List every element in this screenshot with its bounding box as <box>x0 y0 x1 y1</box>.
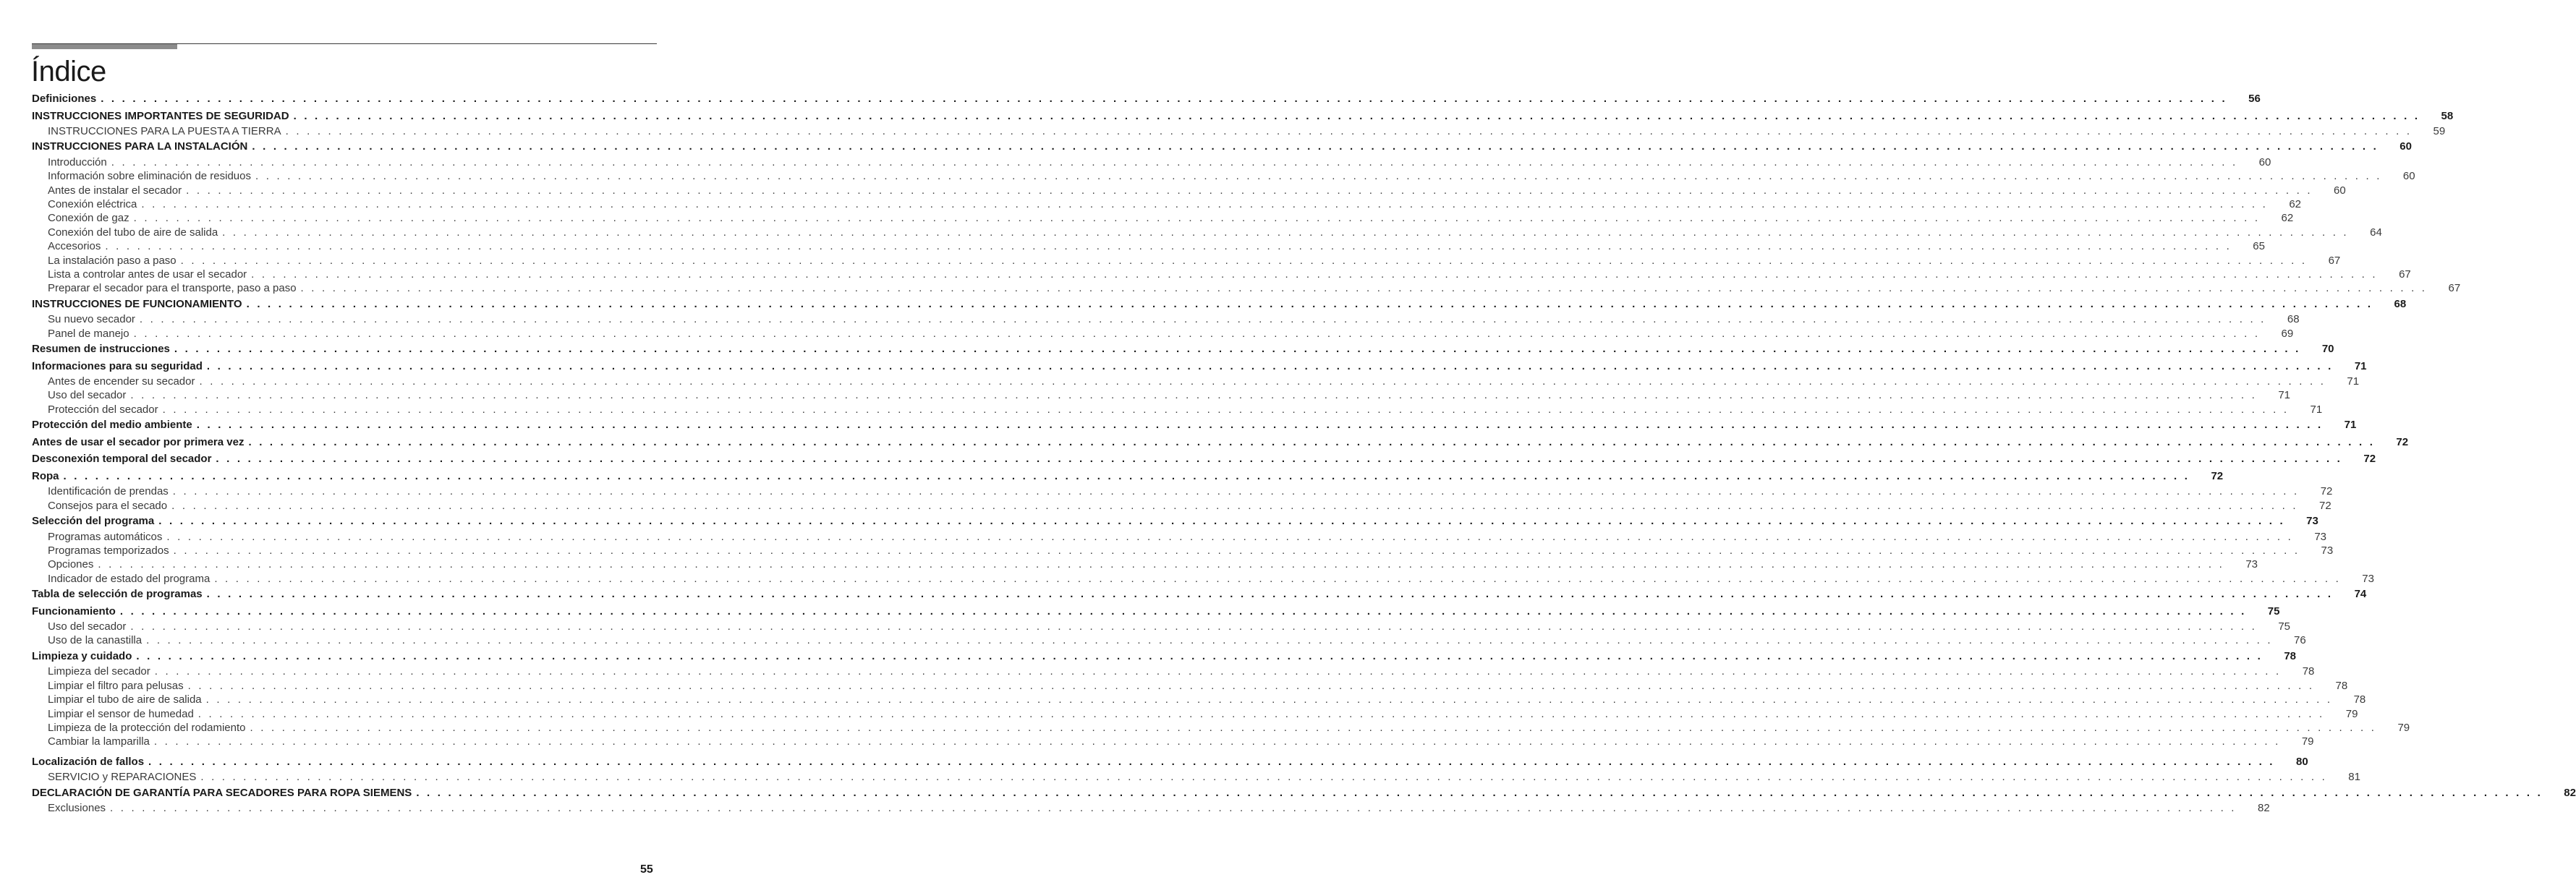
toc-dot-leader: . . . . . . . . . . . . . . . . . . . . . . . . . . . . . . . . . . . . . . . . . . . . . . . . . . . . . . . . . . . . . . . . . . . . . . . . . . . . . . . . . . . . . . . . . . . . . . . . . . . . . . . . . . . . . . . . . . . . . . . . . . . . . . . . . . . . . . . . . . . . . . . . . . . . . . . . . . . . . . . . . . . . . . . . . . . . . . . . . . . . . . . . . . . . . . . . . . . . . . . . <box>63 469 2190 482</box>
toc-entry-page: 72 <box>2320 485 2333 498</box>
toc-subentry[interactable] <box>32 226 2382 239</box>
toc-entry[interactable] <box>32 450 2376 468</box>
toc-entry-label: Conexión de gaz <box>48 212 129 225</box>
toc-entry[interactable] <box>32 358 2367 375</box>
toc-entry-label: Cambiar la lamparilla <box>48 735 150 748</box>
toc-entry-label: Uso de la canastilla <box>48 634 143 647</box>
toc-entry-label: INSTRUCCIONES PARA LA PUESTA A TIERRA <box>48 125 281 137</box>
toc-dot-leader: . . . . . . . . . . . . . . . . . . . . . . . . . . . . . . . . . . . . . . . . . . . . . . . . . . . . . . . . . . . . . . . . . . . . . . . . . . . . . . . . . . . . . . . . . . . . . . . . . . . . . . . . . . . . . . . . . . . . . . . . . . . . . . . . . . . . . . . . . . . . . . . . . . . . . . . . . . . . . . . . . . . . . . . . . . . . . . . . . . . . . . . . . . . . . . . . . . . . . . . . <box>255 170 2382 183</box>
toc-entry-page: 79 <box>2345 707 2358 720</box>
toc-entry-label: Limpiar el tubo de aire de salida <box>48 693 202 706</box>
toc-subentry[interactable] <box>32 239 2265 253</box>
toc-entry-page: 78 <box>2353 693 2366 706</box>
toc-entry-label: Programas automáticos <box>48 530 163 543</box>
toc-dot-leader: . . . . . . . . . . . . . . . . . . . . . . . . . . . . . . . . . . . . . . . . . . . . . . . . . . . . . . . . . . . . . . . . . . . . . . . . . . . . . . . . . . . . . . . . . . . . . . . . . . . . . . . . . . . . . . . . . . . . . . . . . . . . . . . . . . . . . . . . . . . . . . . . . . . . . . . . . . . . . . . . . . . . . . . . . . . . . . . . . . . . . . . . . . . . . . . . . . . . . . . . <box>252 140 2379 153</box>
toc-entry-page: 74 <box>2354 588 2367 601</box>
toc-entry-page: 73 <box>2321 544 2334 557</box>
toc-dot-leader: . . . . . . . . . . . . . . . . . . . . . . . . . . . . . . . . . . . . . . . . . . . . . . . . . . . . . . . . . . . . . . . . . . . . . . . . . . . . . . . . . . . . . . . . . . . . . . . . . . . . . . . . . . . . . . . . . . . . . . . . . . . . . . . . . . . . . . . . . . . . . . . . . . . . . . . . . . . . . . . . . . . . . . . . . . . . . . . . . . . . . . . . . . . . . . . . . . . . . . . . <box>133 327 2261 340</box>
toc-entry-page: 67 <box>2399 268 2411 281</box>
toc-entry-label: Lista a controlar antes de usar el secador <box>48 268 247 281</box>
toc-entry-label: Limpieza de la protección del rodamiento <box>48 721 246 734</box>
toc-entry-label: SERVICIO y REPARACIONES <box>48 771 197 784</box>
toc-dot-leader: . . . . . . . . . . . . . . . . . . . . . . . . . . . . . . . . . . . . . . . . . . . . . . . . . . . . . . . . . . . . . . . . . . . . . . . . . . . . . . . . . . . . . . . . . . . . . . . . . . . . . . . . . . . . . . . . . . . . . . . . . . . . . . . . . . . . . . . . . . . . . . . . . . . . . . . . . . . . . . . . . . . . . . . . . . . . . . . . . . . . . . . . . . . . . . . . . . . . . . . . <box>293 109 2420 122</box>
toc-entry-label: DECLARACIÓN DE GARANTÍA PARA SECADORES PARA ROPA SIEMENS <box>32 786 412 799</box>
toc-entry-page: 68 <box>2287 313 2300 326</box>
toc-entry-label: Desconexión temporal del secador <box>32 453 212 466</box>
toc-subentry[interactable] <box>32 572 2374 586</box>
toc-dot-leader: . . . . . . . . . . . . . . . . . . . . . . . . . . . . . . . . . . . . . . . . . . . . . . . . . . . . . . . . . . . . . . . . . . . . . . . . . . . . . . . . . . . . . . . . . . . . . . . . . . . . . . . . . . . . . . . . . . . . . . . . . . . . . . . . . . . . . . . . . . . . . . . . . . . . . . . . . . . . . . . . . . . . . . . . . . . . . . . . . . . . . . . . . . . . . . . . . . . . . . . . <box>205 693 2333 706</box>
toc-entry-label: Accesorios <box>48 240 101 253</box>
toc-entry-label: Protección del secador <box>48 403 158 416</box>
toc-entry-page: 62 <box>2281 212 2294 225</box>
toc-subentry[interactable] <box>32 735 2314 748</box>
toc-subentry[interactable] <box>32 665 2315 678</box>
toc-entry-page: 82 <box>2564 786 2576 799</box>
toc-entry[interactable] <box>32 513 2318 530</box>
toc-entry-page: 81 <box>2348 771 2360 784</box>
toc-entry[interactable] <box>32 341 2334 358</box>
toc-subentry[interactable] <box>32 530 2327 544</box>
toc-entry-label: Antes de usar el secador por primera vez <box>32 435 245 448</box>
toc-entry[interactable] <box>32 108 2454 125</box>
toc-dot-leader: . . . . . . . . . . . . . . . . . . . . . . . . . . . . . . . . . . . . . . . . . . . . . . . . . . . . . . . . . . . . . . . . . . . . . . . . . . . . . . . . . . . . . . . . . . . . . . . . . . . . . . . . . . . . . . . . . . . . . . . . . . . . . . . . . . . . . . . . . . . . . . . . . . . . . . . . . . . . . . . . . . . . . . . . . . . . . . . . . . . . . . . . . . . . . . . . . . . . . . . . <box>214 572 2341 585</box>
toc-entry[interactable] <box>32 753 2308 771</box>
toc-subentry[interactable] <box>32 327 2294 341</box>
toc-subentry[interactable] <box>32 268 2411 281</box>
toc-subentry[interactable] <box>32 633 2306 647</box>
toc-subentry[interactable] <box>32 184 2346 197</box>
toc-entry[interactable] <box>32 603 2280 620</box>
toc-subentry[interactable] <box>32 388 2291 402</box>
toc-entry-label: Consejos para el secado <box>48 499 168 512</box>
toc-entry-page: 67 <box>2448 282 2461 295</box>
toc-entry-label: Protección del medio ambiente <box>32 419 192 432</box>
toc-subentry[interactable] <box>32 770 2360 784</box>
toc-entry-page: 73 <box>2245 558 2258 571</box>
toc-entry-page: 75 <box>2267 604 2280 618</box>
toc-dot-leader: . . . . . . . . . . . . . . . . . . . . . . . . . . . . . . . . . . . . . . . . . . . . . . . . . . . . . . . . . . . . . . . . . . . . . . . . . . . . . . . . . . . . . . . . . . . . . . . . . . . . . . . . . . . . . . . . . . . . . . . . . . . . . . . . . . . . . . . . . . . . . . . . . . . . . . . . . . . . . . . . . . . . . . . . . . . . . . . . . . . . . . . . . . . . . . . . . . . . . . . . <box>139 313 2266 326</box>
toc-dot-leader: . . . . . . . . . . . . . . . . . . . . . . . . . . . . . . . . . . . . . . . . . . . . . . . . . . . . . . . . . . . . . . . . . . . . . . . . . . . . . . . . . . . . . . . . . . . . . . . . . . . . . . . . . . . . . . . . . . . . . . . . . . . . . . . . . . . . . . . . . . . . . . . . . . . . . . . . . . . . . . . . . . . . . . . . . . . . . . . . . . . . . . . . . . . . . . . . . . . . . . . . <box>172 485 2300 498</box>
toc-subentry[interactable] <box>32 124 2446 138</box>
toc-subentry[interactable] <box>32 375 2360 388</box>
toc-entry-label: Resumen de instrucciones <box>32 343 170 356</box>
toc-entry[interactable] <box>32 648 2296 665</box>
toc-dot-leader: . . . . . . . . . . . . . . . . . . . . . . . . . . . . . . . . . . . . . . . . . . . . . . . . . . . . . . . . . . . . . . . . . . . . . . . . . . . . . . . . . . . . . . . . . . . . . . . . . . . . . . . . . . . . . . . . . . . . . . . . . . . . . . . . . . . . . . . . . . . . . . . . . . . . . . . . . . . . . . . . . . . . . . . . . . . . . . . . . . . . . . . . . . . . . . . . . . . . . . . . <box>251 268 2378 281</box>
toc-dot-leader: . . . . . . . . . . . . . . . . . . . . . . . . . . . . . . . . . . . . . . . . . . . . . . . . . . . . . . . . . . . . . . . . . . . . . . . . . . . . . . . . . . . . . . . . . . . . . . . . . . . . . . . . . . . . . . . . . . . . . . . . . . . . . . . . . . . . . . . . . . . . . . . . . . . . . . . . . . . . . . . . . . . . . . . . . . . . . . . . . . . . . . . . . . . . . . . . . . . . . . . . <box>136 649 2263 662</box>
toc-entry-page: 82 <box>2257 802 2270 815</box>
toc-dot-leader: . . . . . . . . . . . . . . . . . . . . . . . . . . . . . . . . . . . . . . . . . . . . . . . . . . . . . . . . . . . . . . . . . . . . . . . . . . . . . . . . . . . . . . . . . . . . . . . . . . . . . . . . . . . . . . . . . . . . . . . . . . . . . . . . . . . . . . . . . . . . . . . . . . . . . . . . . . . . . . . . . . . . . . . . . . . . . . . . . . . . . . . . . . . . . . . . . . . . . . . . <box>148 755 2275 768</box>
page-number: 55 <box>640 863 653 876</box>
toc-dot-leader: . . . . . . . . . . . . . . . . . . . . . . . . . . . . . . . . . . . . . . . . . . . . . . . . . . . . . . . . . . . . . . . . . . . . . . . . . . . . . . . . . . . . . . . . . . . . . . . . . . . . . . . . . . . . . . . . . . . . . . . . . . . . . . . . . . . . . . . . . . . . . . . . . . . . . . . . . . . . . . . . . . . . . . . . . . . . . . . . . . . . . . . . . . . . . . . . . . . . . . . . <box>119 604 2247 618</box>
toc-entry-page: 68 <box>2394 297 2407 310</box>
toc-entry-label: Conexión eléctrica <box>48 198 137 211</box>
toc-entry-page: 71 <box>2278 389 2291 402</box>
toc-dot-leader: . . . . . . . . . . . . . . . . . . . . . . . . . . . . . . . . . . . . . . . . . . . . . . . . . . . . . . . . . . . . . . . . . . . . . . . . . . . . . . . . . . . . . . . . . . . . . . . . . . . . . . . . . . . . . . . . . . . . . . . . . . . . . . . . . . . . . . . . . . . . . . . . . . . . . . . . . . . . . . . . . . . . . . . . . . . . . . . . . . . . . . . . . . . . . . . . . . . . . . . . <box>206 359 2334 372</box>
toc-subentry[interactable] <box>32 281 2461 295</box>
toc-dot-leader: . . . . . . . . . . . . . . . . . . . . . . . . . . . . . . . . . . . . . . . . . . . . . . . . . . . . . . . . . . . . . . . . . . . . . . . . . . . . . . . . . . . . . . . . . . . . . . . . . . . . . . . . . . . . . . . . . . . . . . . . . . . . . . . . . . . . . . . . . . . . . . . . . . . . . . . . . . . . . . . . . . . . . . . . . . . . . . . . . . . . . . . . . . . . . . . . . . . . . . . . <box>416 786 2543 799</box>
toc-dot-leader: . . . . . . . . . . . . . . . . . . . . . . . . . . . . . . . . . . . . . . . . . . . . . . . . . . . . . . . . . . . . . . . . . . . . . . . . . . . . . . . . . . . . . . . . . . . . . . . . . . . . . . . . . . . . . . . . . . . . . . . . . . . . . . . . . . . . . . . . . . . . . . . . . . . . . . . . . . . . . . . . . . . . . . . . . . . . . . . . . . . . . . . . . . . . . . . . . . . . . . . . <box>105 240 2232 253</box>
toc-entry[interactable] <box>32 296 2407 313</box>
toc-dot-leader: . . . . . . . . . . . . . . . . . . . . . . . . . . . . . . . . . . . . . . . . . . . . . . . . . . . . . . . . . . . . . . . . . . . . . . . . . . . . . . . . . . . . . . . . . . . . . . . . . . . . . . . . . . . . . . . . . . . . . . . . . . . . . . . . . . . . . . . . . . . . . . . . . . . . . . . . . . . . . . . . . . . . . . . . . . . . . . . . . . . . . . . . . . . . . . . . . . . . . . . . <box>141 198 2269 211</box>
toc-entry-label: La instalación paso a paso <box>48 254 177 267</box>
toc-entry-label: Limpieza del secador <box>48 665 150 678</box>
toc-entry-page: 73 <box>2362 572 2374 585</box>
toc-dot-leader: . . . . . . . . . . . . . . . . . . . . . . . . . . . . . . . . . . . . . . . . . . . . . . . . . . . . . . . . . . . . . . . . . . . . . . . . . . . . . . . . . . . . . . . . . . . . . . . . . . . . . . . . . . . . . . . . . . . . . . . . . . . . . . . . . . . . . . . . . . . . . . . . . . . . . . . . . . . . . . . . . . . . . . . . . . . . . . . . . . . . . . . . . . . . . . . . . . . . . . . . <box>166 530 2294 543</box>
toc-subentry[interactable] <box>32 801 2270 815</box>
toc-entry-label: Información sobre eliminación de residuos <box>48 170 251 183</box>
toc-entry[interactable] <box>32 416 2357 434</box>
toc-dot-leader: . . . . . . . . . . . . . . . . . . . . . . . . . . . . . . . . . . . . . . . . . . . . . . . . . . . . . . . . . . . . . . . . . . . . . . . . . . . . . . . . . . . . . . . . . . . . . . . . . . . . . . . . . . . . . . . . . . . . . . . . . . . . . . . . . . . . . . . . . . . . . . . . . . . . . . . . . . . . . . . . . . . . . . . . . . . . . . . . . . . . . . . . . . . . . . . . . . . . . . . . <box>101 93 2227 105</box>
toc-entry-label: Conexión del tubo de aire de salida <box>48 226 218 239</box>
toc-dot-leader: . . . . . . . . . . . . . . . . . . . . . . . . . . . . . . . . . . . . . . . . . . . . . . . . . . . . . . . . . . . . . . . . . . . . . . . . . . . . . . . . . . . . . . . . . . . . . . . . . . . . . . . . . . . . . . . . . . . . . . . . . . . . . . . . . . . . . . . . . . . . . . . . . . . . . . . . . . . . . . . . . . . . . . . . . . . . . . . . . . . . . . . . . . . . . . . . . . . . . . . . <box>199 375 2326 388</box>
toc-entry[interactable] <box>32 434 2409 451</box>
toc-entry-page: 71 <box>2354 359 2367 372</box>
toc-entry-label: Exclusiones <box>48 802 106 815</box>
toc-dot-leader: . . . . . . . . . . . . . . . . . . . . . . . . . . . . . . . . . . . . . . . . . . . . . . . . . . . . . . . . . . . . . . . . . . . . . . . . . . . . . . . . . . . . . . . . . . . . . . . . . . . . . . . . . . . . . . . . . . . . . . . . . . . . . . . . . . . . . . . . . . . . . . . . . . . . . . . . . . . . . . . . . . . . . . . . . . . . . . . . . . . . . . . . . . . . . . . . . . . . . . . . <box>206 588 2334 601</box>
toc-entry-page: 72 <box>2396 435 2409 448</box>
toc-entry-page: 79 <box>2301 735 2314 748</box>
toc-entry-page: 78 <box>2284 649 2296 662</box>
toc-entry-label: Uso del secador <box>48 389 127 402</box>
toc-dot-leader: . . . . . . . . . . . . . . . . . . . . . . . . . . . . . . . . . . . . . . . . . . . . . . . . . . . . . . . . . . . . . . . . . . . . . . . . . . . . . . . . . . . . . . . . . . . . . . . . . . . . . . . . . . . . . . . . . . . . . . . . . . . . . . . . . . . . . . . . . . . . . . . . . . . . . . . . . . . . . . . . . . . . . . . . . . . . . . . . . . . . . . . . . . . . . . . . . . . . . . . . <box>197 707 2325 720</box>
toc-entry-label: INSTRUCCIONES DE FUNCIONAMIENTO <box>32 297 242 310</box>
toc-dot-leader: . . . . . . . . . . . . . . . . . . . . . . . . . . . . . . . . . . . . . . . . . . . . . . . . . . . . . . . . . . . . . . . . . . . . . . . . . . . . . . . . . . . . . . . . . . . . . . . . . . . . . . . . . . . . . . . . . . . . . . . . . . . . . . . . . . . . . . . . . . . . . . . . . . . . . . . . . . . . . . . . . . . . . . . . . . . . . . . . . . . . . . . . . . . . . . . . . . . . . . . . <box>130 620 2258 633</box>
toc-subentry[interactable] <box>32 484 2333 498</box>
toc-entry-page: 76 <box>2294 634 2306 647</box>
toc-subentry[interactable] <box>32 254 2341 268</box>
toc-entry-label: Introducción <box>48 155 107 168</box>
toc-dot-leader: . . . . . . . . . . . . . . . . . . . . . . . . . . . . . . . . . . . . . . . . . . . . . . . . . . . . . . . . . . . . . . . . . . . . . . . . . . . . . . . . . . . . . . . . . . . . . . . . . . . . . . . . . . . . . . . . . . . . . . . . . . . . . . . . . . . . . . . . . . . . . . . . . . . . . . . . . . . . . . . . . . . . . . . . . . . . . . . . . . . . . . . . . . . . . . . . . . . . . . . . <box>216 453 2343 466</box>
toc-entry-label: Uso del secador <box>48 620 127 633</box>
toc-entry-page: 80 <box>2295 755 2308 768</box>
toc-entry-label: Ropa <box>32 469 59 482</box>
toc-entry-label: Su nuevo secador <box>48 313 135 326</box>
toc-subentry[interactable] <box>32 312 2300 326</box>
toc-subentry[interactable] <box>32 169 2415 183</box>
toc-dot-leader: . . . . . . . . . . . . . . . . . . . . . . . . . . . . . . . . . . . . . . . . . . . . . . . . . . . . . . . . . . . . . . . . . . . . . . . . . . . . . . . . . . . . . . . . . . . . . . . . . . . . . . . . . . . . . . . . . . . . . . . . . . . . . . . . . . . . . . . . . . . . . . . . . . . . . . . . . . . . . . . . . . . . . . . . . . . . . . . . . . . . . . . . . . . . . . . . . . . . . . . . <box>110 802 2237 815</box>
toc-subentry[interactable] <box>32 197 2302 211</box>
toc-entry-page: 60 <box>2334 184 2346 197</box>
toc-entry-page: 71 <box>2344 419 2357 432</box>
toc-dot-leader: . . . . . . . . . . . . . . . . . . . . . . . . . . . . . . . . . . . . . . . . . . . . . . . . . . . . . . . . . . . . . . . . . . . . . . . . . . . . . . . . . . . . . . . . . . . . . . . . . . . . . . . . . . . . . . . . . . . . . . . . . . . . . . . . . . . . . . . . . . . . . . . . . . . . . . . . . . . . . . . . . . . . . . . . . . . . . . . . . . . . . . . . . . . . . . . . . . . . . . . . <box>180 254 2308 267</box>
toc-subentry[interactable] <box>32 693 2366 706</box>
toc-entry-page: 62 <box>2289 198 2302 211</box>
toc-entry-label: Preparar el secador para el transporte, paso a paso <box>48 282 297 295</box>
toc-dot-leader: . . . . . . . . . . . . . . . . . . . . . . . . . . . . . . . . . . . . . . . . . . . . . . . . . . . . . . . . . . . . . . . . . . . . . . . . . . . . . . . . . . . . . . . . . . . . . . . . . . . . . . . . . . . . . . . . . . . . . . . . . . . . . . . . . . . . . . . . . . . . . . . . . . . . . . . . . . . . . . . . . . . . . . . . . . . . . . . . . . . . . . . . . . . . . . . . . . . . . . . . <box>158 515 2285 528</box>
toc-entry-page: 70 <box>2321 343 2334 356</box>
toc-entry-page: 64 <box>2370 226 2382 239</box>
toc-entry-label: Limpiar el sensor de humedad <box>48 707 194 720</box>
toc-dot-leader: . . . . . . . . . . . . . . . . . . . . . . . . . . . . . . . . . . . . . . . . . . . . . . . . . . . . . . . . . . . . . . . . . . . . . . . . . . . . . . . . . . . . . . . . . . . . . . . . . . . . . . . . . . . . . . . . . . . . . . . . . . . . . . . . . . . . . . . . . . . . . . . . . . . . . . . . . . . . . . . . . . . . . . . . . . . . . . . . . . . . . . . . . . . . . . . . . . . . . . . . <box>300 282 2428 295</box>
toc-entry-label: Panel de manejo <box>48 327 129 340</box>
toc-dot-leader: . . . . . . . . . . . . . . . . . . . . . . . . . . . . . . . . . . . . . . . . . . . . . . . . . . . . . . . . . . . . . . . . . . . . . . . . . . . . . . . . . . . . . . . . . . . . . . . . . . . . . . . . . . . . . . . . . . . . . . . . . . . . . . . . . . . . . . . . . . . . . . . . . . . . . . . . . . . . . . . . . . . . . . . . . . . . . . . . . . . . . . . . . . . . . . . . . . . . . . . . <box>133 212 2261 225</box>
toc-subentry[interactable] <box>32 557 2258 571</box>
toc-subentry[interactable] <box>32 155 2271 169</box>
table-of-contents <box>32 90 2576 816</box>
toc-entry-page: 78 <box>2335 679 2348 692</box>
toc-entry-label: Definiciones <box>32 93 97 105</box>
toc-subentry[interactable] <box>32 707 2358 721</box>
toc-entry-label: Tabla de selección de programas <box>32 588 203 601</box>
toc-entry-label: Antes de instalar el secador <box>48 184 182 197</box>
toc-dot-leader: . . . . . . . . . . . . . . . . . . . . . . . . . . . . . . . . . . . . . . . . . . . . . . . . . . . . . . . . . . . . . . . . . . . . . . . . . . . . . . . . . . . . . . . . . . . . . . . . . . . . . . . . . . . . . . . . . . . . . . . . . . . . . . . . . . . . . . . . . . . . . . . . . . . . . . . . . . . . . . . . . . . . . . . . . . . . . . . . . . . . . . . . . . . . . . . . . . . . . . . . <box>153 735 2281 748</box>
toc-entry-page: 73 <box>2306 515 2318 528</box>
toc-dot-leader: . . . . . . . . . . . . . . . . . . . . . . . . . . . . . . . . . . . . . . . . . . . . . . . . . . . . . . . . . . . . . . . . . . . . . . . . . . . . . . . . . . . . . . . . . . . . . . . . . . . . . . . . . . . . . . . . . . . . . . . . . . . . . . . . . . . . . . . . . . . . . . . . . . . . . . . . . . . . . . . . . . . . . . . . . . . . . . . . . . . . . . . . . . . . . . . . . . . . . . . . <box>250 721 2377 734</box>
toc-entry-page: 72 <box>2319 499 2331 512</box>
toc-entry-page: 75 <box>2278 620 2291 633</box>
toc-dot-leader: . . . . . . . . . . . . . . . . . . . . . . . . . . . . . . . . . . . . . . . . . . . . . . . . . . . . . . . . . . . . . . . . . . . . . . . . . . . . . . . . . . . . . . . . . . . . . . . . . . . . . . . . . . . . . . . . . . . . . . . . . . . . . . . . . . . . . . . . . . . . . . . . . . . . . . . . . . . . . . . . . . . . . . . . . . . . . . . . . . . . . . . . . . . . . . . . . . . . . . . . <box>111 155 2238 168</box>
toc-dot-leader: . . . . . . . . . . . . . . . . . . . . . . . . . . . . . . . . . . . . . . . . . . . . . . . . . . . . . . . . . . . . . . . . . . . . . . . . . . . . . . . . . . . . . . . . . . . . . . . . . . . . . . . . . . . . . . . . . . . . . . . . . . . . . . . . . . . . . . . . . . . . . . . . . . . . . . . . . . . . . . . . . . . . . . . . . . . . . . . . . . . . . . . . . . . . . . . . . . . . . . . . <box>154 665 2282 678</box>
toc-entry-page: 73 <box>2314 530 2327 543</box>
toc-entry-page: 60 <box>2399 140 2412 153</box>
toc-dot-leader: . . . . . . . . . . . . . . . . . . . . . . . . . . . . . . . . . . . . . . . . . . . . . . . . . . . . . . . . . . . . . . . . . . . . . . . . . . . . . . . . . . . . . . . . . . . . . . . . . . . . . . . . . . . . . . . . . . . . . . . . . . . . . . . . . . . . . . . . . . . . . . . . . . . . . . . . . . . . . . . . . . . . . . . . . . . . . . . . . . . . . . . . . . . . . . . . . . . . . . . . <box>171 499 2298 512</box>
toc-dot-leader: . . . . . . . . . . . . . . . . . . . . . . . . . . . . . . . . . . . . . . . . . . . . . . . . . . . . . . . . . . . . . . . . . . . . . . . . . . . . . . . . . . . . . . . . . . . . . . . . . . . . . . . . . . . . . . . . . . . . . . . . . . . . . . . . . . . . . . . . . . . . . . . . . . . . . . . . . . . . . . . . . . . . . . . . . . . . . . . . . . . . . . . . . . . . . . . . . . . . . . . . <box>173 544 2300 557</box>
toc-entry-page: 65 <box>2253 240 2265 253</box>
toc-subentry[interactable] <box>32 544 2334 557</box>
toc-entry-page: 78 <box>2302 665 2315 678</box>
toc-entry-label: Antes de encender su secador <box>48 375 195 388</box>
toc-subentry[interactable] <box>32 679 2348 693</box>
toc-entry-label: INSTRUCCIONES PARA LA INSTALACIÓN <box>32 140 248 153</box>
toc-dot-leader: . . . . . . . . . . . . . . . . . . . . . . . . . . . . . . . . . . . . . . . . . . . . . . . . . . . . . . . . . . . . . . . . . . . . . . . . . . . . . . . . . . . . . . . . . . . . . . . . . . . . . . . . . . . . . . . . . . . . . . . . . . . . . . . . . . . . . . . . . . . . . . . . . . . . . . . . . . . . . . . . . . . . . . . . . . . . . . . . . . . . . . . . . . . . . . . . . . . . . . . . <box>248 435 2376 448</box>
toc-entry-label: Localización de fallos <box>32 755 145 768</box>
toc-entry-label: Informaciones para su seguridad <box>32 359 203 372</box>
toc-dot-leader: . . . . . . . . . . . . . . . . . . . . . . . . . . . . . . . . . . . . . . . . . . . . . . . . . . . . . . . . . . . . . . . . . . . . . . . . . . . . . . . . . . . . . . . . . . . . . . . . . . . . . . . . . . . . . . . . . . . . . . . . . . . . . . . . . . . . . . . . . . . . . . . . . . . . . . . . . . . . . . . . . . . . . . . . . . . . . . . . . . . . . . . . . . . . . . . . . . . . . . . . <box>186 184 2313 197</box>
toc-dot-leader: . . . . . . . . . . . . . . . . . . . . . . . . . . . . . . . . . . . . . . . . . . . . . . . . . . . . . . . . . . . . . . . . . . . . . . . . . . . . . . . . . . . . . . . . . . . . . . . . . . . . . . . . . . . . . . . . . . . . . . . . . . . . . . . . . . . . . . . . . . . . . . . . . . . . . . . . . . . . . . . . . . . . . . . . . . . . . . . . . . . . . . . . . . . . . . . . . . . . . . . . <box>196 419 2324 432</box>
toc-subentry[interactable] <box>32 620 2291 633</box>
toc-dot-leader: . . . . . . . . . . . . . . . . . . . . . . . . . . . . . . . . . . . . . . . . . . . . . . . . . . . . . . . . . . . . . . . . . . . . . . . . . . . . . . . . . . . . . . . . . . . . . . . . . . . . . . . . . . . . . . . . . . . . . . . . . . . . . . . . . . . . . . . . . . . . . . . . . . . . . . . . . . . . . . . . . . . . . . . . . . . . . . . . . . . . . . . . . . . . . . . . . . . . . . . . <box>187 679 2315 692</box>
toc-entry[interactable] <box>32 90 2261 108</box>
toc-dot-leader: . . . . . . . . . . . . . . . . . . . . . . . . . . . . . . . . . . . . . . . . . . . . . . . . . . . . . . . . . . . . . . . . . . . . . . . . . . . . . . . . . . . . . . . . . . . . . . . . . . . . . . . . . . . . . . . . . . . . . . . . . . . . . . . . . . . . . . . . . . . . . . . . . . . . . . . . . . . . . . . . . . . . . . . . . . . . . . . . . . . . . . . . . . . . . . . . . . . . . . . . <box>200 771 2327 784</box>
toc-entry-label: Limpiar el filtro para pelusas <box>48 679 184 692</box>
toc-dot-leader: . . . . . . . . . . . . . . . . . . . . . . . . . . . . . . . . . . . . . . . . . . . . . . . . . . . . . . . . . . . . . . . . . . . . . . . . . . . . . . . . . . . . . . . . . . . . . . . . . . . . . . . . . . . . . . . . . . . . . . . . . . . . . . . . . . . . . . . . . . . . . . . . . . . . . . . . . . . . . . . . . . . . . . . . . . . . . . . . . . . . . . . . . . . . . . . . . . . . . . . . <box>285 125 2413 137</box>
toc-entry-page: 60 <box>2402 170 2415 183</box>
toc-entry[interactable] <box>32 785 2576 802</box>
toc-entry-page: 72 <box>2363 453 2376 466</box>
toc-subentry[interactable] <box>32 499 2331 513</box>
toc-entry-page: 71 <box>2347 375 2360 388</box>
toc-entry-page: 71 <box>2310 403 2323 416</box>
toc-entry-page: 60 <box>2258 155 2271 168</box>
toc-dot-leader: . . . . . . . . . . . . . . . . . . . . . . . . . . . . . . . . . . . . . . . . . . . . . . . . . . . . . . . . . . . . . . . . . . . . . . . . . . . . . . . . . . . . . . . . . . . . . . . . . . . . . . . . . . . . . . . . . . . . . . . . . . . . . . . . . . . . . . . . . . . . . . . . . . . . . . . . . . . . . . . . . . . . . . . . . . . . . . . . . . . . . . . . . . . . . . . . . . . . . . . . <box>162 403 2290 416</box>
toc-entry[interactable] <box>32 468 2224 485</box>
toc-entry-label: Identificación de prendas <box>48 485 169 498</box>
toc-entry[interactable] <box>32 586 2367 603</box>
page-title: Índice <box>31 56 106 87</box>
toc-entry-page: 79 <box>2397 721 2410 734</box>
toc-subentry[interactable] <box>32 721 2410 735</box>
toc-entry-label: Selección del programa <box>32 515 155 528</box>
toc-subentry[interactable] <box>32 211 2294 225</box>
toc-dot-leader: . . . . . . . . . . . . . . . . . . . . . . . . . . . . . . . . . . . . . . . . . . . . . . . . . . . . . . . . . . . . . . . . . . . . . . . . . . . . . . . . . . . . . . . . . . . . . . . . . . . . . . . . . . . . . . . . . . . . . . . . . . . . . . . . . . . . . . . . . . . . . . . . . . . . . . . . . . . . . . . . . . . . . . . . . . . . . . . . . . . . . . . . . . . . . . . . . . . . . . . . <box>130 389 2258 402</box>
header-accent-bar <box>32 44 177 49</box>
toc-entry-page: 67 <box>2328 254 2341 267</box>
toc-entry-page: 58 <box>2441 109 2454 122</box>
toc-entry-label: Opciones <box>48 558 94 571</box>
toc-subentry[interactable] <box>32 403 2323 416</box>
toc-entry-label: Programas temporizados <box>48 544 169 557</box>
toc-dot-leader: . . . . . . . . . . . . . . . . . . . . . . . . . . . . . . . . . . . . . . . . . . . . . . . . . . . . . . . . . . . . . . . . . . . . . . . . . . . . . . . . . . . . . . . . . . . . . . . . . . . . . . . . . . . . . . . . . . . . . . . . . . . . . . . . . . . . . . . . . . . . . . . . . . . . . . . . . . . . . . . . . . . . . . . . . . . . . . . . . . . . . . . . . . . . . . . . . . . . . . . . <box>98 558 2224 571</box>
toc-entry-label: Funcionamiento <box>32 604 116 618</box>
toc-dot-leader: . . . . . . . . . . . . . . . . . . . . . . . . . . . . . . . . . . . . . . . . . . . . . . . . . . . . . . . . . . . . . . . . . . . . . . . . . . . . . . . . . . . . . . . . . . . . . . . . . . . . . . . . . . . . . . . . . . . . . . . . . . . . . . . . . . . . . . . . . . . . . . . . . . . . . . . . . . . . . . . . . . . . . . . . . . . . . . . . . . . . . . . . . . . . . . . . . . . . . . . . <box>246 297 2373 310</box>
toc-entry-page: 59 <box>2433 125 2446 137</box>
toc-entry-page: 56 <box>2248 93 2261 105</box>
toc-entry-label: INSTRUCCIONES IMPORTANTES DE SEGURIDAD <box>32 109 289 122</box>
toc-dot-leader: . . . . . . . . . . . . . . . . . . . . . . . . . . . . . . . . . . . . . . . . . . . . . . . . . . . . . . . . . . . . . . . . . . . . . . . . . . . . . . . . . . . . . . . . . . . . . . . . . . . . . . . . . . . . . . . . . . . . . . . . . . . . . . . . . . . . . . . . . . . . . . . . . . . . . . . . . . . . . . . . . . . . . . . . . . . . . . . . . . . . . . . . . . . . . . . . . . . . . . . . <box>222 226 2349 239</box>
toc-entry-page: 69 <box>2281 327 2294 340</box>
toc-entry[interactable] <box>32 138 2412 155</box>
toc-dot-leader: . . . . . . . . . . . . . . . . . . . . . . . . . . . . . . . . . . . . . . . . . . . . . . . . . . . . . . . . . . . . . . . . . . . . . . . . . . . . . . . . . . . . . . . . . . . . . . . . . . . . . . . . . . . . . . . . . . . . . . . . . . . . . . . . . . . . . . . . . . . . . . . . . . . . . . . . . . . . . . . . . . . . . . . . . . . . . . . . . . . . . . . . . . . . . . . . . . . . . . . . <box>146 634 2273 647</box>
toc-entry-label: Limpieza y cuidado <box>32 649 132 662</box>
toc-entry-page: 72 <box>2211 469 2224 482</box>
toc-dot-leader: . . . . . . . . . . . . . . . . . . . . . . . . . . . . . . . . . . . . . . . . . . . . . . . . . . . . . . . . . . . . . . . . . . . . . . . . . . . . . . . . . . . . . . . . . . . . . . . . . . . . . . . . . . . . . . . . . . . . . . . . . . . . . . . . . . . . . . . . . . . . . . . . . . . . . . . . . . . . . . . . . . . . . . . . . . . . . . . . . . . . . . . . . . . . . . . . . . . . . . . . <box>174 343 2301 356</box>
toc-entry-label: Indicador de estado del programa <box>48 572 211 585</box>
